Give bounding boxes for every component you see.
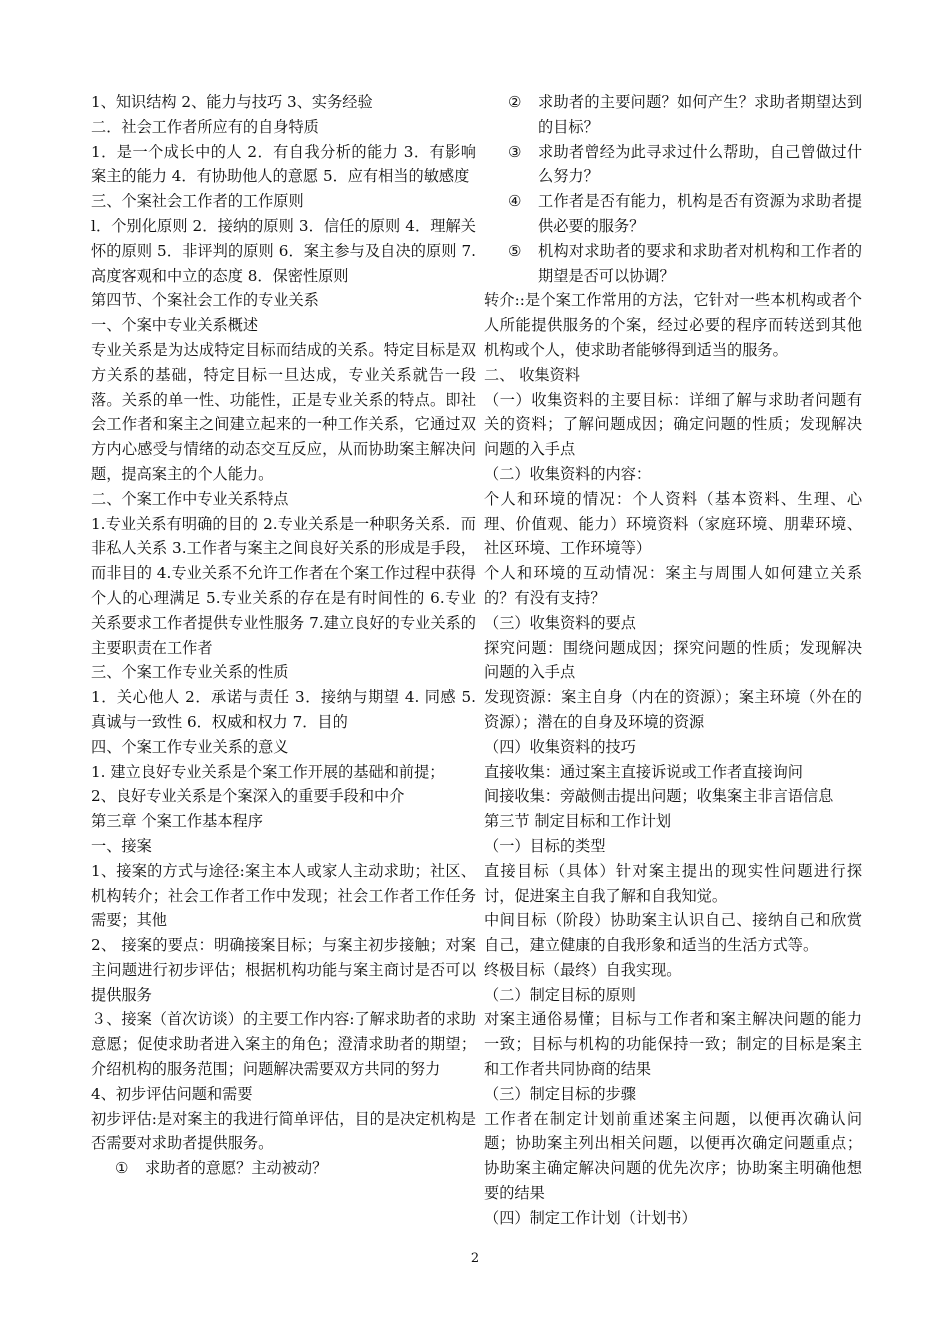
list-number: ④ [508,192,522,211]
paragraph: 直接目标（具体）针对案主提出的现实性问题进行探讨，促进案主自我了解和自我知觉。 [484,861,862,905]
section-heading: 二、 收集资料 [484,365,580,384]
paragraph: 2、良好专业关系是个案深入的重要手段和中介 [91,787,405,806]
paragraph: 1. 建立良好专业关系是个案工作开展的基础和前提； [91,762,445,781]
paragraph: 1．关心他人 2．承诺与责任 3．接纳与期望 4. 同感 5. 真诚与一致性 6．权威和权力 7．目的 [91,688,476,731]
section-heading: （四）收集资料的技巧 [484,737,636,756]
paragraph: 1、知识结构 2、能力与技巧 3、实务经验 [91,93,373,111]
paragraph: ３、接案（首次访谈）的主要工作内容:了解求助者的求助意愿；促使求助者进入案主的角色；澄清求助者的期望；介绍机构的服务范围；问题解决需要双方共同的努力 [91,1010,476,1079]
list-text: 求助者的主要问题？如何产生？求助者期望达到的目标？ [538,93,862,136]
paragraph: 1.专业关系有明确的目的 2.专业关系是一种职务关系．而非私人关系 3.工作者与案主之间良好关系的形成是手段，而非目的 4.专业关系不允许工作者在个案工作过程中获得个人的心理满足 5.专业关系的存在是有时间性的 6.专业关系要求工作者提供专业性服务 7.建立良好的专业关系的主要职责在工作者 [91,514,476,657]
paragraph: 转介::是个案工作常用的方法，它针对一些本机构或者个人所能提供服务的个案，经过必要的程序而转送到其他机构或个人，使求助者能够得到适当的服务。 [484,291,862,359]
list-item [508,90,862,140]
paragraph: 初步评估:是对案主的我进行简单评估，目的是决定机构是否需要对求助者提供服务。 [91,1109,476,1153]
section-heading: 二、个案工作中专业关系特点 [91,489,289,508]
paragraph: 个人和环境的情况：个人资料（基本资料、生理、心理、价值观、能力）环境资料（家庭环境、朋辈环境、社区环境、工作环境等） [484,489,862,558]
section-heading: 二．社会工作者所应有的自身特质 [91,117,319,136]
section-heading: （二）收集资料的内容： [484,464,652,483]
section-heading: 一、接案 [91,836,152,855]
list-item [115,1156,476,1181]
section-heading: （三）收集资料的要点 [484,613,636,632]
list-item [508,239,862,289]
paragraph: l．个别化原则 2．接纳的原则 3．信任的原则 4．理解关怀的原则 5．非评判的原则 6．案主参与及自决的原则 7. 高度客观和中立的态度 8．保密性原则 [91,216,476,285]
list-text: 求助者曾经为此寻求过什么帮助，自己曾做过什么努力？ [538,142,862,186]
paragraph: 终极目标（最终）自我实现。 [484,960,682,979]
section-heading: （一）目标的类型 [484,836,606,855]
paragraph: 发现资源：案主自身（内在的资源）；案主环境（外在的资源）；潜在的自身及环境的资源 [484,688,862,731]
section-heading: 三、个案社会工作者的工作原则 [91,192,304,211]
paragraph: （一）收集资料的主要目标：详细了解与求助者问题有关的资料；了解问题成因；确定问题的性质；发现解决问题的入手点 [484,390,862,459]
section-heading: （四）制定工作计划（计划书） [484,1208,697,1227]
section-heading: （三）制定目标的步骤 [484,1084,636,1103]
paragraph: 专业关系是为达成特定目标而结成的关系。特定目标是双方关系的基础，特定目标一旦达成，专业关系就告一段落。关系的单一性、功能性，正是专业关系的特点。即社会工作者和案主之间建立起来的一种工作关系，它通过双方内心感受与情绪的动态交互反应，从而协助案主解决问题，提高案主的个人能力。 [91,340,476,483]
paragraph: 中间目标（阶段）协助案主认识自己、接纳自己和欣赏自己，建立健康的自我形象和适当的生活方式等。 [484,911,862,955]
list-number: ③ [508,142,522,161]
list-item [508,140,862,190]
section-heading: 三、个案工作专业关系的性质 [91,663,289,682]
list-item [508,189,862,239]
left-column [91,90,476,1181]
list-text: 机构对求助者的要求和求助者对机构和工作者的期望是否可以协调？ [538,241,862,285]
list-number: ① [115,1159,129,1178]
paragraph: 1．是一个成长中的人 2．有自我分析的能力 3．有影响案主的能力 4．有协助他人的意愿 5．应有相当的敏感度 [91,142,476,186]
section-heading: （二）制定目标的原则 [484,985,636,1004]
section-heading: 第四节、个案社会工作的专业关系 [91,291,319,310]
paragraph: 间接收集：旁敲侧击提出问题；收集案主非言语信息 [484,787,834,806]
paragraph: 工作者在制定计划前重述案主问题，以便再次确认问题；协助案主列出相关问题，以便再次确定问题重点；协助案主确定解决问题的优先次序；协助案主明确他想要的结果 [484,1109,862,1203]
paragraph: 直接收集：通过案主直接诉说或工作者直接询问 [484,762,803,781]
section-heading: 一、个案中专业关系概述 [91,316,259,335]
right-column [484,90,862,1231]
page-number: 2 [470,1251,480,1266]
list-text: 求助者的意愿？主动被动？ [145,1159,328,1178]
paragraph: 1、接案的方式与途径:案主本人或家人主动求助；社区、机构转介；社会工作者工作中发现；社会工作者工作任务需要；其他 [91,861,476,930]
chapter-heading: 第三节 制定目标和工作计划 [484,812,672,831]
paragraph: 探究问题：围绕问题成因；探究问题的性质；发现解决问题的入手点 [484,638,862,682]
paragraph: 对案主通俗易懂；目标与工作者和案主解决问题的能力一致；目标与机构的功能保持一致；制定的目标是案主和工作者共同协商的结果 [484,1010,862,1079]
chapter-heading: 第三章 个案工作基本程序 [91,812,263,831]
paragraph: 2、 接案的要点：明确接案目标；与案主初步接触；对案主问题进行初步评估；根据机构功能与案主商讨是否可以提供服务 [91,936,476,1004]
section-heading: 4、初步评估问题和需要 [91,1084,253,1103]
list-text: 工作者是否有能力，机构是否有资源为求助者提供必要的服务？ [538,192,862,235]
list-number: ② [508,93,522,111]
list-number: ⑤ [508,241,522,260]
section-heading: 四、个案工作专业关系的意义 [91,737,289,756]
paragraph: 个人和环境的互动情况：案主与周围人如何建立关系的？有没有支持？ [484,564,862,607]
